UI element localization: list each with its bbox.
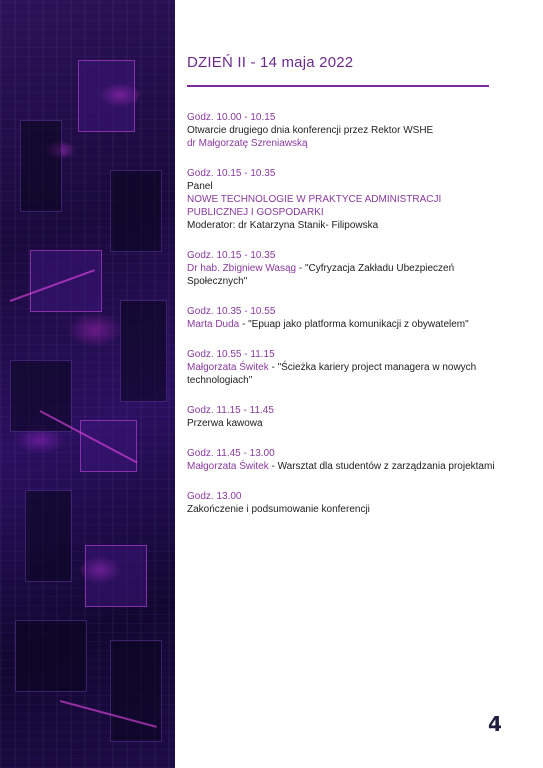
city-night-photo bbox=[0, 0, 175, 768]
panel-title: NOWE TECHNOLOGIE W PRAKTYCE ADMINISTRACJI PUBLICZNEJ I GOSPODARKI bbox=[187, 194, 442, 218]
day-title: DZIEŃ II - 14 maja 2022 bbox=[187, 54, 354, 71]
agenda-line: Otwarcie drugiego dnia konferencji przez Rektor WSHE bbox=[187, 125, 434, 136]
agenda-time: Godz. 10.15 - 10.35 bbox=[187, 168, 276, 179]
talk-title: - "Cyfryzacja Zakładu Ubezpieczeń Społecznych" bbox=[187, 263, 455, 287]
agenda-time: Godz. 11.15 - 11.45 bbox=[187, 405, 274, 416]
agenda-time: Godz. 10.15 - 10.35 bbox=[187, 250, 276, 261]
building-shape bbox=[78, 60, 135, 132]
building-shape bbox=[25, 490, 72, 582]
agenda-time: Godz. 10.55 - 11.15 bbox=[187, 349, 275, 360]
agenda-line: Panel bbox=[187, 181, 213, 192]
agenda-item bbox=[187, 305, 497, 331]
building-shape bbox=[15, 620, 87, 692]
agenda-line: Zakończenie i podsumowanie konferencji bbox=[187, 504, 370, 515]
agenda-item bbox=[187, 249, 497, 288]
panel-moderator: Moderator: dr Katarzyna Stanik- Filipowska bbox=[187, 220, 379, 231]
title-divider bbox=[187, 85, 489, 87]
agenda-time: Godz. 10.00 - 10.15 bbox=[187, 112, 276, 123]
agenda-talk bbox=[187, 262, 497, 288]
agenda-item bbox=[187, 167, 497, 232]
page-number: 4 bbox=[488, 712, 502, 736]
building-shape bbox=[85, 545, 147, 607]
agenda-line: Przerwa kawowa bbox=[187, 418, 263, 429]
agenda-time: Godz. 11.45 - 13.00 bbox=[187, 448, 275, 459]
speaker-name: Dr hab. Zbigniew Wasąg bbox=[187, 263, 297, 274]
agenda-time: Godz. 13.00 bbox=[187, 491, 242, 502]
agenda-host: dr Małgorzatę Szreniawską bbox=[187, 138, 308, 149]
talk-title: - "Epuap jako platforma komunikacji z obywatelem" bbox=[239, 319, 469, 330]
agenda-time: Godz. 10.35 - 10.55 bbox=[187, 306, 276, 317]
agenda-item bbox=[187, 404, 497, 430]
agenda-list bbox=[187, 111, 497, 533]
agenda-item bbox=[187, 447, 497, 473]
agenda-item bbox=[187, 111, 497, 150]
speaker-name: Małgorzata Świtek bbox=[187, 461, 269, 472]
building-shape bbox=[120, 300, 167, 402]
building-shape bbox=[110, 170, 162, 252]
talk-title: - Warsztat dla studentów z zarządzania projektami bbox=[268, 461, 495, 472]
building-shape bbox=[20, 120, 62, 212]
agenda-talk bbox=[187, 318, 497, 331]
agenda-talk bbox=[187, 361, 497, 387]
agenda-talk bbox=[187, 460, 497, 473]
agenda-item bbox=[187, 490, 497, 516]
speaker-name: Małgorzata Świtek bbox=[187, 362, 269, 373]
talk-title: - "Ścieżka kariery project managera w nowych technologiach" bbox=[187, 362, 477, 386]
agenda-item bbox=[187, 348, 497, 387]
speaker-name: Marta Duda bbox=[187, 319, 240, 330]
